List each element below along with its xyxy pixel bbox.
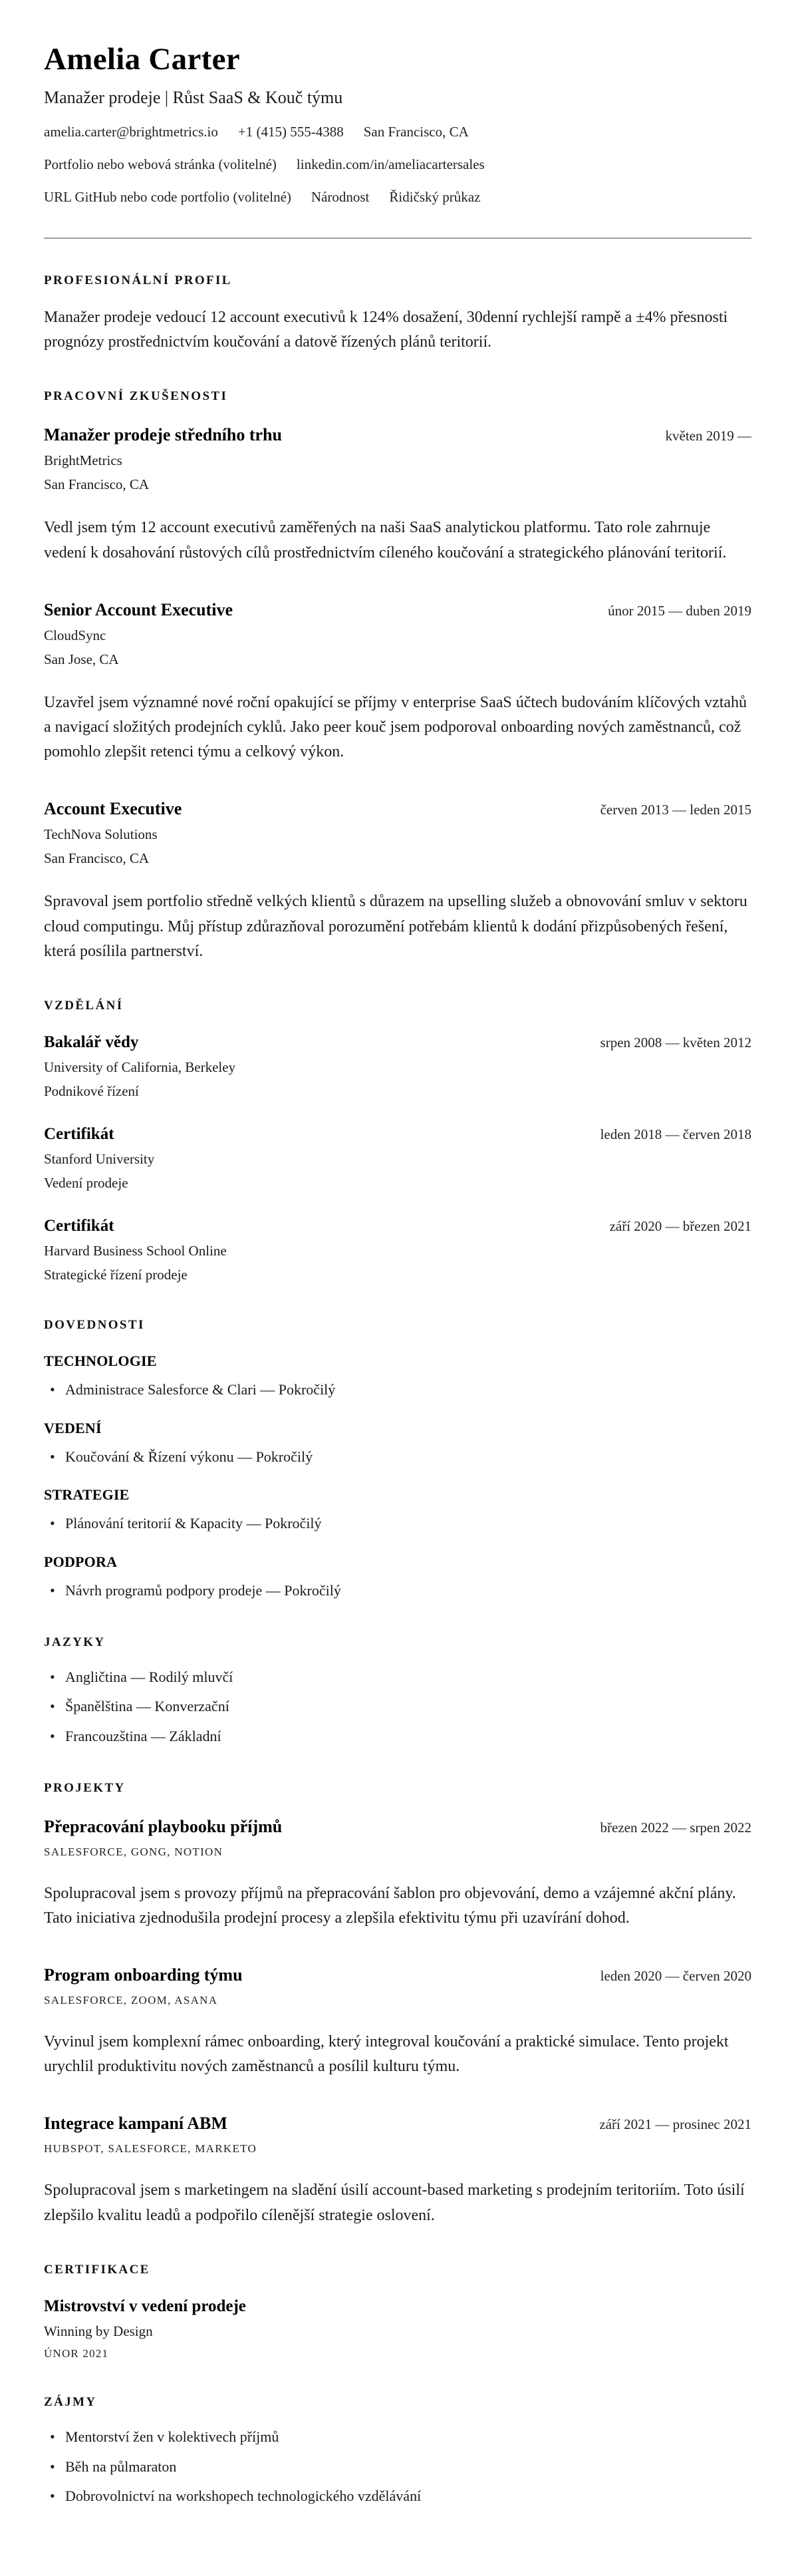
- job-location: San Francisco, CA: [44, 850, 150, 867]
- language-item: • Španělština — Konverzační: [44, 1696, 751, 1716]
- section-heading-interests: ZÁJMY: [44, 2394, 97, 2409]
- certification-organization: Winning by Design: [44, 2323, 153, 2339]
- section-heading-profile: PROFESIONÁLNÍ PROFIL: [44, 273, 232, 287]
- education-school: Harvard Business School Online: [44, 1242, 227, 1259]
- education-field: Strategické řízení prodeje: [44, 1266, 188, 1283]
- education-header: [44, 1217, 751, 1235]
- interest-item: • Dobrovolnictví na workshopech technologického vzdělávání: [44, 2486, 751, 2506]
- education-dates: září 2020 — březen 2021: [609, 1217, 751, 1234]
- education-entry: [44, 1125, 751, 1192]
- project-header: [44, 1965, 751, 1985]
- skill-group-label: STRATEGIE: [44, 1486, 130, 1504]
- education-degree: Certifikát: [44, 1124, 114, 1143]
- project-dates: březen 2022 — srpen 2022: [600, 1819, 751, 1836]
- job-location: San Francisco, CA: [44, 476, 150, 493]
- job-dates: únor 2015 — duben 2019: [608, 602, 751, 619]
- section-experience: [44, 389, 751, 964]
- skill-item: • Koučování & Řízení výkonu — Pokročilý: [44, 1447, 751, 1467]
- certification-entry: [44, 2297, 751, 2360]
- section-education: [44, 999, 751, 1283]
- job-entry: [44, 425, 751, 565]
- linkedin-text: linkedin.com/in/ameliacartersales: [296, 156, 485, 172]
- profile-summary: Manažer prodeje vedoucí 12 account executivů k 124% dosažení, 30denní rychlejší rampě a ±4% přesnosti prognózy prostřednictvím koučování a datově řízených plánů teritorií.: [44, 309, 728, 351]
- job-company: TechNova Solutions: [44, 826, 158, 843]
- section-heading-languages: JAZYKY: [44, 1635, 106, 1649]
- section-heading-certifications: CERTIFIKACE: [44, 2262, 150, 2277]
- location-text: San Francisco, CA: [363, 124, 469, 140]
- project-header: [44, 2114, 751, 2134]
- project-entry: [44, 1817, 751, 1931]
- job-entry: [44, 799, 751, 964]
- education-field: Podnikové řízení: [44, 1082, 139, 1099]
- section-heading-projects: PROJEKTY: [44, 1780, 126, 1795]
- project-tools: SALESFORCE, GONG, NOTION: [44, 1845, 223, 1858]
- language-item: • Francouzština — Základní: [44, 1726, 751, 1746]
- project-dates: září 2021 — prosinec 2021: [599, 2116, 751, 2133]
- section-heading-skills: DOVEDNOSTI: [44, 1317, 145, 1332]
- education-dates: srpen 2008 — květen 2012: [600, 1034, 751, 1050]
- certification-date: ÚNOR 2021: [44, 2346, 109, 2360]
- job-header: [44, 600, 751, 620]
- portfolio-placeholder-text: Portfolio nebo webová stránka (volitelné): [44, 156, 277, 172]
- job-title: Manažer prodeje středního trhu: [44, 425, 282, 445]
- section-projects: [44, 1781, 751, 2228]
- skill-item: • Plánování teritorií & Kapacity — Pokročilý: [44, 1514, 751, 1533]
- contact-row-2: [44, 156, 751, 173]
- project-description: Vyvinul jsem komplexní rámec onboarding, který integroval koučování a praktické simulace. Tento projekt urychlil produktivitu nových zaměstnanců a posílil kulturu týmu.: [44, 2033, 729, 2076]
- driving-license-text: Řidičský průkaz: [389, 189, 481, 205]
- language-item: • Angličtina — Rodilý mluvčí: [44, 1667, 751, 1687]
- section-languages: [44, 1635, 751, 1746]
- project-entry: [44, 2114, 751, 2227]
- education-degree: Bakalář vědy: [44, 1033, 139, 1051]
- project-tools: SALESFORCE, ZOOM, ASANA: [44, 1994, 218, 2007]
- project-title: Integrace kampaní ABM: [44, 2114, 227, 2134]
- skill-group: [44, 1486, 751, 1533]
- skill-item: • Administrace Salesforce & Clari — Pokročilý: [44, 1380, 751, 1400]
- github-placeholder-text: URL GitHub nebo code portfolio (volitelné): [44, 189, 291, 205]
- project-dates: leden 2020 — červen 2020: [600, 1968, 751, 1985]
- section-profile: [44, 273, 751, 355]
- project-description: Spolupracoval jsem s provozy příjmů na přepracování šablon pro objevování, demo a vzájemné akční plány. Tato iniciativa zjednodušila prodejní procesy a zlepšila efektivitu týmu při uzavírání dohod.: [44, 1884, 736, 1927]
- section-interests: [44, 2395, 751, 2506]
- job-title: Account Executive: [44, 799, 182, 819]
- person-headline: Manažer prodeje | Růst SaaS & Kouč týmu: [44, 88, 343, 107]
- skill-group-label: PODPORA: [44, 1553, 118, 1570]
- project-description: Spolupracoval jsem s marketingem na sladění úsilí account-based marketing s prodejním teritoriím. Toto úsilí zlepšilo kvalitu leadů a podpořilo cílenější strategie oslovení.: [44, 2181, 745, 2224]
- project-header: [44, 1817, 751, 1837]
- person-name: Amelia Carter: [44, 42, 240, 77]
- section-heading-experience: PRACOVNÍ ZKUŠENOSTI: [44, 389, 228, 404]
- job-description: Vedl jsem tým 12 account executivů zaměřených na naši SaaS analytickou platformu. Tato role zahrnuje vedení k dosahování růstových cílů prostřednictvím cíleného koučování a strategického plánování teritorií.: [44, 519, 727, 562]
- interest-item: • Běh na půlmaraton: [44, 2457, 751, 2477]
- education-header: [44, 1033, 751, 1052]
- education-degree: Certifikát: [44, 1216, 114, 1235]
- job-entry: [44, 600, 751, 765]
- certification-title: Mistrovství v vedení prodeje: [44, 2297, 246, 2315]
- skill-group: [44, 1353, 751, 1400]
- job-company: CloudSync: [44, 627, 106, 643]
- job-title: Senior Account Executive: [44, 599, 233, 619]
- job-description: Uzavřel jsem významné nové roční opakující se příjmy v enterprise SaaS účtech budováním klíčových vztahů a navigací složitých prodejních cyklů. Jako peer kouč jsem podporoval onboarding nových zaměstnanců, což pomohlo zlepšit retenci týmu a celkový výkon.: [44, 693, 747, 761]
- education-entry: [44, 1217, 751, 1283]
- education-field: Vedení prodeje: [44, 1174, 128, 1191]
- job-header: [44, 425, 751, 445]
- job-description: Spravoval jsem portfolio středně velkých klientů s důrazem na upselling služeb a obnovování smluv v sektoru cloud computingu. Můj přístup zdůrazňoval porozumění potřebám klientů k dodání přizpůsobených řešení, která posílila partnerství.: [44, 893, 747, 960]
- project-title: Program onboarding týmu: [44, 1965, 243, 1985]
- skill-group: [44, 1553, 751, 1601]
- phone-text: +1 (415) 555-4388: [237, 124, 344, 140]
- job-company: BrightMetrics: [44, 452, 122, 469]
- job-header: [44, 799, 751, 819]
- job-dates: květen 2019 —: [665, 428, 751, 444]
- header-divider: [44, 238, 751, 239]
- interest-item: • Mentorství žen v kolektivech příjmů: [44, 2427, 751, 2447]
- skill-item: • Návrh programů podpory prodeje — Pokročilý: [44, 1581, 751, 1601]
- job-location: San Jose, CA: [44, 651, 119, 667]
- email-text: amelia.carter@brightmetrics.io: [44, 124, 218, 140]
- section-heading-education: VZDĚLÁNÍ: [44, 998, 124, 1013]
- section-skills: [44, 1318, 751, 1601]
- education-dates: leden 2018 — červen 2018: [600, 1126, 751, 1142]
- job-dates: červen 2013 — leden 2015: [600, 802, 751, 818]
- education-header: [44, 1125, 751, 1144]
- nationality-text: Národnost: [311, 189, 370, 205]
- resume-header: [44, 41, 751, 206]
- contact-row-3: [44, 189, 751, 206]
- project-entry: [44, 1965, 751, 2079]
- education-entry: [44, 1033, 751, 1100]
- education-school: University of California, Berkeley: [44, 1058, 236, 1075]
- project-tools: HUBSPOT, SALESFORCE, MARKETO: [44, 2142, 257, 2156]
- skill-group-label: TECHNOLOGIE: [44, 1352, 157, 1369]
- education-school: Stanford University: [44, 1150, 155, 1167]
- project-title: Přepracování playbooku příjmů: [44, 1816, 283, 1836]
- skill-group-label: VEDENÍ: [44, 1419, 102, 1436]
- contact-row-1: [44, 124, 751, 140]
- skill-group: [44, 1420, 751, 1467]
- section-certifications: [44, 2263, 751, 2360]
